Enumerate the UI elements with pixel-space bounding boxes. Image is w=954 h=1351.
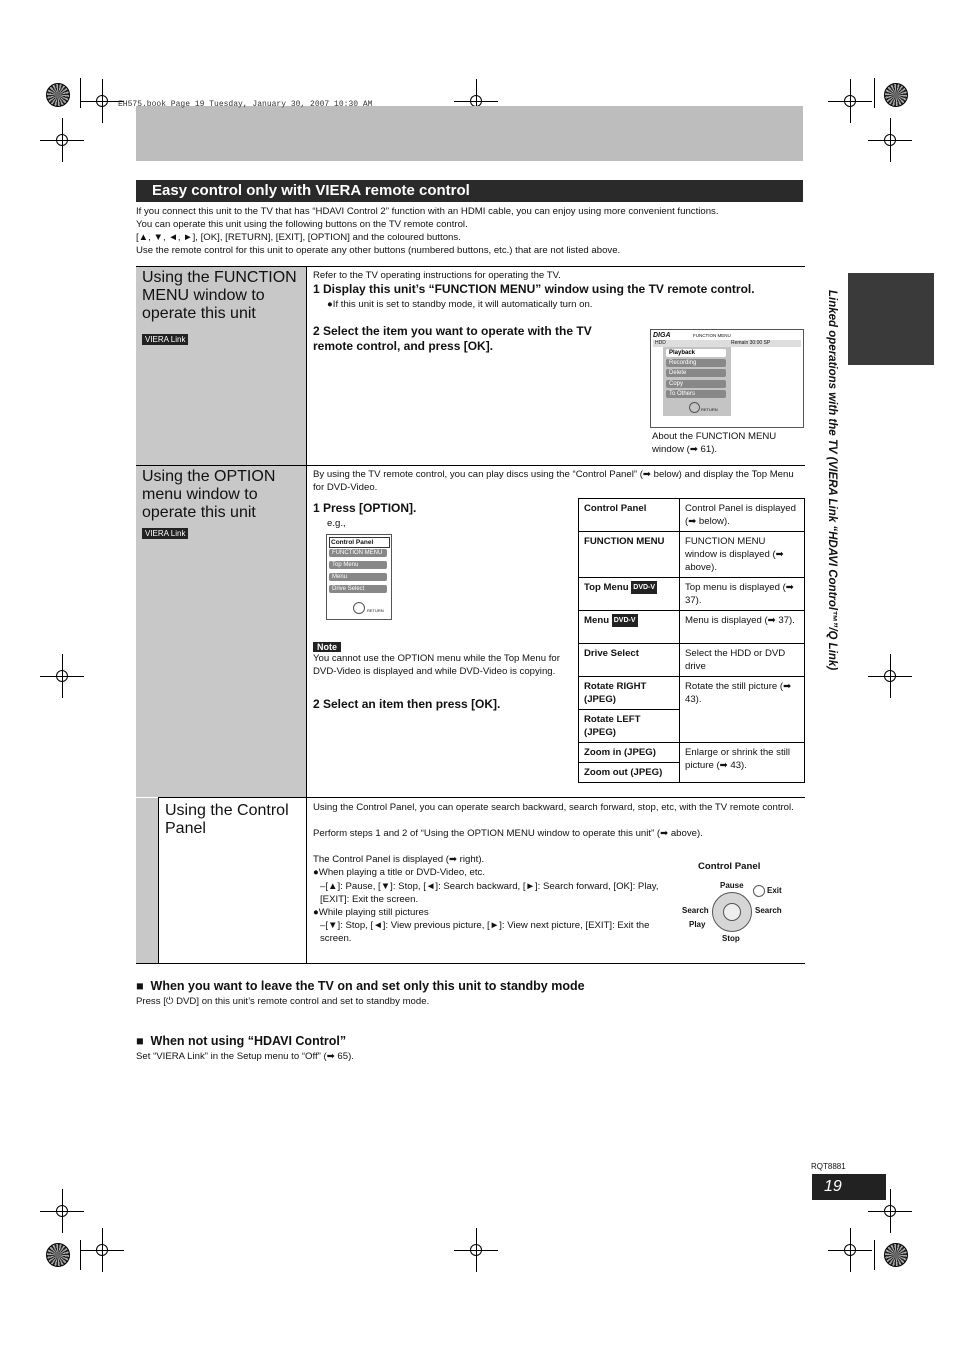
header-bar xyxy=(136,106,803,161)
not-using-heading: ■ When not using “HDAVI Control” xyxy=(136,1034,347,1048)
table-row: Drive Select Select the HDD or DVD drive xyxy=(579,644,805,677)
table-row: Rotate LEFT (JPEG) xyxy=(579,710,805,743)
standby-heading: ■ When you want to leave the TV on and set only this unit to standby mode xyxy=(136,979,585,993)
control-panel-bullet2-detail: –[▼]: Stop, [◄]: View previous picture, [►]: View next picture, [EXIT]: Exit the screen. xyxy=(320,920,650,944)
menu-item-to-others: To Others xyxy=(666,390,726,398)
function-menu-ref: Refer to the TV operating instructions for operating the TV. xyxy=(313,270,561,281)
option-item-control-panel: Control Panel xyxy=(329,537,390,548)
exit-button-icon xyxy=(753,885,765,897)
note-text: You cannot use the OPTION menu while the Top Menu for DVD-Video is displayed and while DVD-Video is copying. xyxy=(313,653,560,677)
control-panel-bullet2: ●While playing still pictures xyxy=(313,907,429,918)
section-title: Easy control only with VIERA remote control xyxy=(136,180,803,202)
option-item-function-menu: FUNCTION MENU xyxy=(329,549,387,557)
option-item-menu: Menu xyxy=(329,573,387,581)
table-row: FUNCTION MENU FUNCTION MENU window is displayed (➡ above). xyxy=(579,532,805,578)
table-row: Rotate RIGHT (JPEG) Rotate the still picture (➡ 43). xyxy=(579,677,805,710)
option-menu-step2: 2 Select an item then press [OK]. xyxy=(313,697,501,711)
note-label: Note xyxy=(313,642,341,652)
viera-link-badge: VIERA Link xyxy=(142,528,188,539)
option-item-top-menu: Top Menu xyxy=(329,561,387,569)
control-panel-label: Control Panel xyxy=(698,861,761,872)
option-menu-screen: Control Panel FUNCTION MENU Top Menu Menu Drive Select RETURN xyxy=(326,534,392,620)
table-row: Control Panel Control Panel is displayed (➡ below). xyxy=(579,499,805,532)
option-item-drive-select: Drive Select xyxy=(329,585,387,593)
control-panel-p2: Perform steps 1 and 2 of “Using the OPTION MENU window to operate this unit” (➡ above). xyxy=(313,828,703,839)
control-panel-p1: Using the Control Panel, you can operate search backward, search forward, stop, etc, with the TV remote control. xyxy=(313,802,794,813)
function-menu-caption: About the FUNCTION MENU window (➡ 61). xyxy=(652,431,777,455)
page-number: 19 xyxy=(812,1174,886,1200)
table-row: Zoom out (JPEG) xyxy=(579,763,805,783)
dpad-icon xyxy=(353,602,365,614)
menu-item-playback: Playback xyxy=(666,349,726,357)
function-menu-step2: 2 Select the item you want to operate with the TV remote control, and press [OK]. xyxy=(313,324,592,353)
dpad-icon xyxy=(689,402,700,413)
registration-seal xyxy=(884,83,908,107)
side-tab xyxy=(848,273,934,365)
dvd-v-tag: DVD-V xyxy=(612,614,638,627)
dvd-v-tag: DVD-V xyxy=(631,581,657,594)
viera-link-badge: VIERA Link xyxy=(142,334,188,345)
table-row: Top Menu DVD-V Top menu is displayed (➡ 37). xyxy=(579,578,805,611)
standby-text: Press [⏻ DVD] on this unit’s remote control and set to standby mode. xyxy=(136,996,430,1007)
option-menu-intro: By using the TV remote control, you can play discs using the “Control Panel” (➡ below) and display the Top Menu for DVD-Video. xyxy=(313,469,794,493)
menu-item-delete: Delete xyxy=(666,369,726,377)
control-panel-bullet1: ●When playing a title or DVD-Video, etc. xyxy=(313,867,485,878)
function-menu-step1-note: ●If this unit is set to standby mode, it will automatically turn on. xyxy=(327,299,593,310)
ok-button-icon xyxy=(723,903,741,921)
option-menu-table xyxy=(578,498,805,783)
side-title: Linked operations with the TV (VIERA Link “HDAVI Control™”/Q Link) xyxy=(826,290,838,671)
eg-label: e.g., xyxy=(327,518,346,529)
function-menu-screen: DIGA FUNCTION MENU HDD Remain 30:00 SP Playback Recording Delete Copy To Others RETURN xyxy=(650,329,804,428)
control-panel-p3: The Control Panel is displayed (➡ right). xyxy=(313,854,485,865)
not-using-text: Set “VIERA Link” in the Setup menu to “Off” (➡ 65). xyxy=(136,1051,354,1062)
option-menu-step1: 1 Press [OPTION]. xyxy=(313,501,417,515)
option-menu-title: Using the OPTION menu window to operate this unit xyxy=(142,468,276,521)
intro-text: If you connect this unit to the TV that has “HDAVI Control 2” function with an HDMI cable, you can enjoy using more convenient functions. You can operate this unit using the following buttons on the TV remote control. [▲, ▼, ◄, ►], [OK], [RETURN], [EXIT], [OPTION] and the coloured buttons. Use the remote control for this unit to operate any other buttons (numbered buttons, etc.) that are not listed above. xyxy=(136,206,719,256)
control-panel-margin xyxy=(136,798,158,963)
file-info-line: EH575.book Page 19 Tuesday, January 30, 2007 10:30 AM xyxy=(118,100,373,109)
menu-item-recording: Recording xyxy=(666,359,726,367)
document-code: RQT8881 xyxy=(811,1162,846,1171)
menu-item-copy: Copy xyxy=(666,380,726,388)
table-row: Zoom in (JPEG) Enlarge or shrink the still picture (➡ 43). xyxy=(579,743,805,763)
registration-seal xyxy=(46,83,70,107)
function-menu-title: Using the FUNCTION MENU window to operate this unit xyxy=(142,269,297,322)
control-panel-bullet1-detail: –[▲]: Pause, [▼]: Stop, [◄]: Search backward, [►]: Search forward, [OK]: Play, [EXIT]: Exit the screen. xyxy=(320,881,659,905)
registration-seal xyxy=(46,1243,70,1267)
registration-seal xyxy=(884,1243,908,1267)
function-menu-step1: 1 Display this unit’s “FUNCTION MENU” window using the TV remote control. xyxy=(313,282,755,296)
table-row: Menu DVD-V Menu is displayed (➡ 37). xyxy=(579,611,805,644)
control-panel-title: Using the Control Panel xyxy=(165,802,289,837)
